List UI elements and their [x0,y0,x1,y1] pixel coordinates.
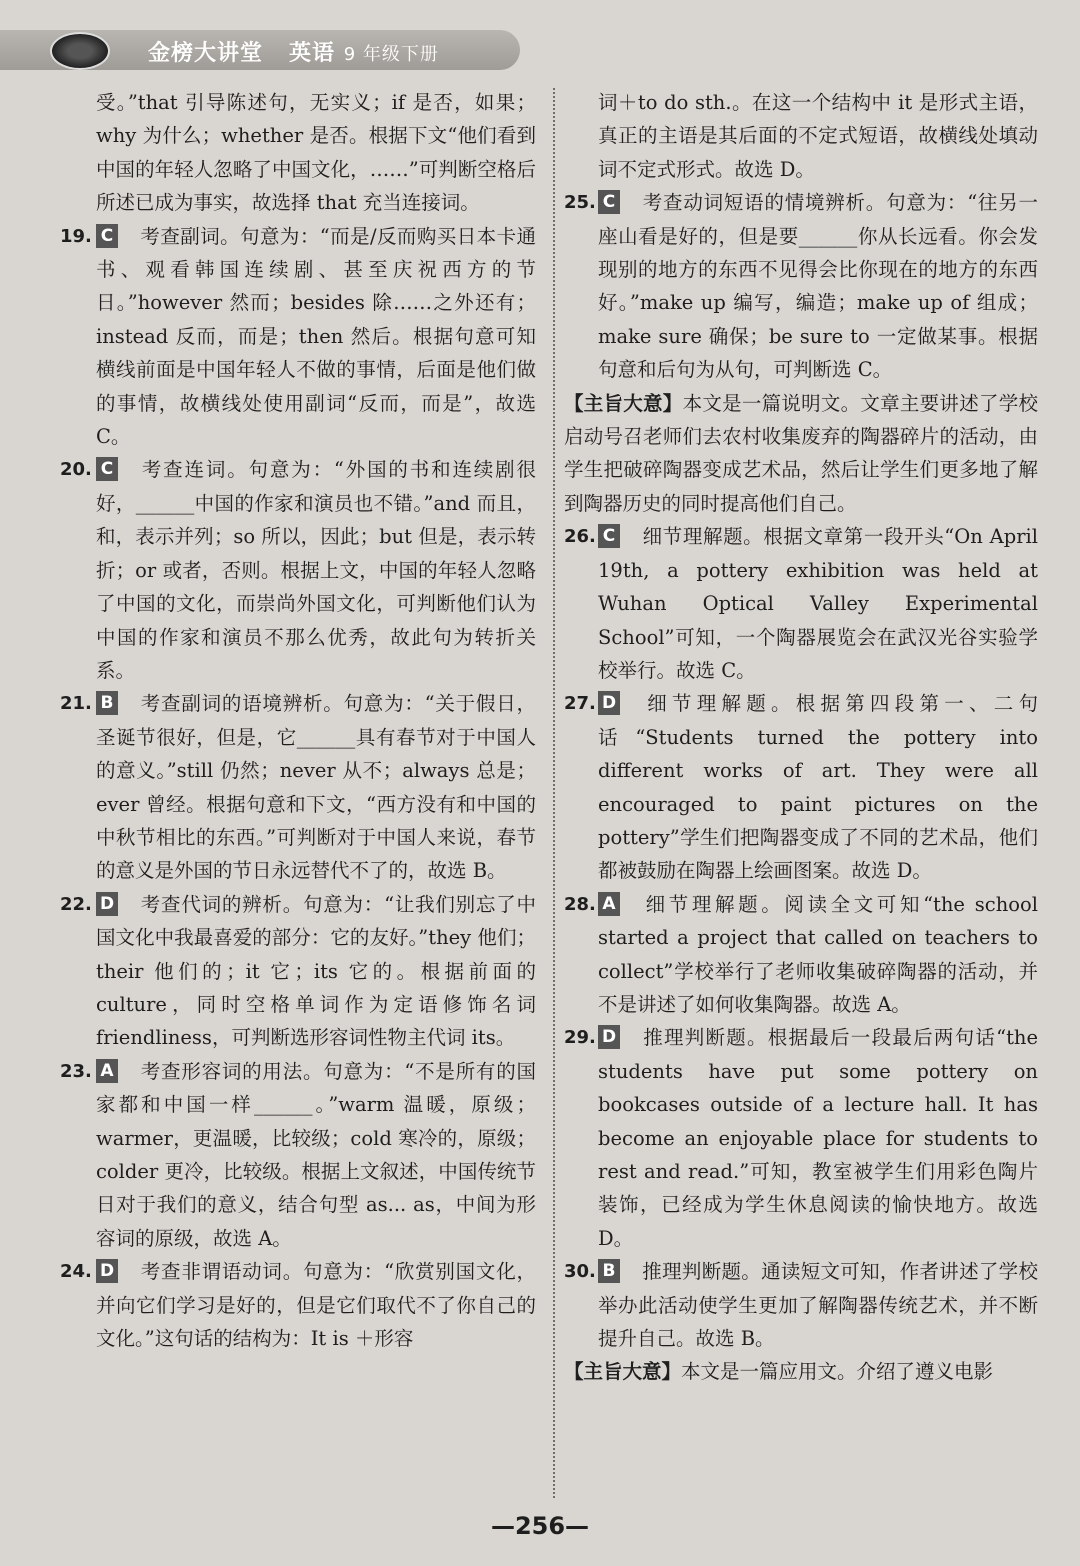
main-idea-summary [564,387,1038,521]
answer-badge: A [96,1059,118,1083]
answer-badge: B [96,691,118,715]
item-number: 30. [564,1261,596,1283]
item-number: 20. [60,459,92,481]
item-number: 22. [60,893,92,915]
item-number: 25. [564,192,596,214]
answer-item-29 [564,1021,1038,1255]
answer-item-22 [60,888,536,1055]
answer-item-30 [564,1255,1038,1355]
answer-badge: D [598,691,620,715]
summary-text: 本文是一篇说明文。文章主要讲述了学校启动号召老师们去农村收集废弃的陶器碎片的活动，由学生把破碎陶器变成艺术品，然后让学生们更多地了解到陶器历史的同时提高他们自己。 [564,391,1038,515]
answer-item-20 [60,453,536,687]
answer-item-24 [60,1255,536,1355]
summary-tag: 【主旨大意】 [564,391,683,415]
main-idea-summary-2 [564,1355,1038,1388]
left-intro: 受。”that 引导陈述句，无实义；if 是否，如果；why 为什么；whether 是否。根据下文“他们看到中国的年轻人忽略了中国文化，……”可判断空格后所述已成为事实，故选择 that 充当连接词。 [96,91,536,215]
answer-item-26 [564,520,1038,687]
header-title [148,36,439,67]
right-intro: 词＋to do sth.。在这一个结构中 it 是形式主语，真正的主语是其后面的不定式短语，故横线处填动词不定式形式。故选 D。 [598,91,1038,181]
answer-item-27 [564,687,1038,887]
answer-badge: C [96,457,118,481]
item-explanation: 考查形容词的用法。句意为：“不是所有的国家都和中国一样______。”warm 温暖，原级；warmer，更温暖，比较级；cold 寒冷的，原级；colder 更冷，比较级。根据上文叙述，中国传统节日对于我们的意义，结合句型 as... as，中间为形容词的原级，故选 A。 [96,1059,536,1250]
item-explanation: 推理判断题。通读短文可知，作者讲述了学校举办此活动使学生更加了解陶器传统艺术，并不断提升自己。故选 B。 [598,1260,1038,1351]
answer-badge: D [96,1259,118,1283]
answer-item-23 [60,1055,536,1255]
answer-badge: B [598,1259,620,1283]
answer-badge: C [96,224,118,248]
answer-item-21 [60,687,536,887]
item-number: 23. [60,1060,92,1082]
item-explanation: 细节理解题。根据第四段第一、二句话“Students turned the pottery into different works of art. They were all encouraged to paint pictures on the pottery”学生们把陶器变成了不同的艺术品，他们都被鼓励在陶器上绘画图案。故选 D。 [598,692,1038,883]
item-explanation: 考查代词的辨析。句意为：“让我们别忘了中国文化中我最喜爱的部分：它的友好。”they 他们；their 他们的；it 它；its 它的。根据前面的 culture，同时空格单词作为定语修饰名词 friendliness，可判断选形容词性物主代词 its。 [96,892,536,1050]
left-column [60,86,536,1355]
item-number: 27. [564,693,596,715]
series-name: 金榜大讲堂 [148,41,264,66]
grade-label: 9 年级下册 [343,44,439,65]
answer-item-25 [564,186,1038,386]
item-explanation: 推理判断题。根据最后一段最后两句话“the students have put some pottery on bookcases outside of a lecture hall. It has become an enjoyable place for students to rest and read.”可知，教室被学生们用彩色陶片装饰，已经成为学生休息阅读的愉快地方。故选 D。 [598,1026,1038,1250]
item-number: 19. [60,225,92,247]
page-header [0,30,520,70]
item-number: 29. [564,1027,596,1049]
item-explanation: 考查副词的语境辨析。句意为：“关于假日，圣诞节很好，但是，它______具有春节对于中国人的意义。”still 仍然；never 从不；always 总是；ever 曾经。根据句意和下文，“西方没有和中国的中秋节相比的东西。”可判断对于中国人来说，春节的意义是外国的节日永远替代不了的，故选 B。 [96,692,536,883]
item-explanation: 考查副词。句意为：“而是/反而购买日本卡通书、观看韩国连续剧、甚至庆祝西方的节日。”however 然而；besides 除……之外还有；instead 反而，而是；then 然后。根据句意可知横线前面是中国年轻人不做的事情，后面是他们做的事情，故横线处使用副词“反而，而是”，故选 C。 [96,224,536,449]
answer-badge: A [598,892,620,916]
summary-text: 本文是一篇应用文。介绍了遵义电影 [681,1360,994,1384]
item-number: 28. [564,893,596,915]
item-number: 26. [564,526,596,548]
answer-item-19 [60,220,536,454]
item-explanation: 考查动词短语的情境辨析。句意为：“往另一座山看是好的，但是要______你从长远看。你会发现别的地方的东西不见得会比你现在的地方的东西好。”make up 编写，编造；make up of 组成；make sure 确保；be sure to 一定做某事。根据句意和后句为从句，可判断选 C。 [598,191,1038,382]
item-explanation: 细节理解题。根据文章第一段开头“On April 19th, a pottery exhibition was held at Wuhan Optical Valley Experimental School”可知，一个陶器展览会在武汉光谷实验学校举行。故选 C。 [598,525,1038,682]
subject-name: 英语 [289,41,336,66]
item-explanation: 考查连词。句意为：“外国的书和连续剧很好，______中国的作家和演员也不错。”and 而且，和，表示并列；so 所以，因此；but 但是，表示转折；or 或者，否则。根据上文，中国的年轻人忽略了中国的文化，而崇尚外国文化，可判断他们认为中国的作家和演员不那么优秀，故此句为转折关系。 [96,458,536,682]
answer-item-28 [564,888,1038,1022]
summary-tag: 【主旨大意】 [564,1360,682,1384]
answer-badge: C [598,524,620,548]
answer-badge: D [598,1025,620,1049]
page-number: —256— [490,1512,590,1540]
item-explanation: 细节理解题。阅读全文可知“the school started a project that called on teachers to collect”学校举行了老师收集破碎陶器的活动，并不是讲述了如何收集陶器。故选 A。 [598,892,1038,1016]
column-divider [553,88,555,1498]
item-number: 21. [60,693,92,715]
answer-badge: C [598,190,620,214]
answer-badge: D [96,892,118,916]
publisher-logo-icon [50,32,110,70]
item-number: 24. [60,1261,92,1283]
item-explanation: 考查非谓语动词。句意为：“欣赏别国文化，并向它们学习是好的，但是它们取代不了你自己的文化。”这句话的结构为：It is ＋形容 [96,1260,536,1351]
right-column [564,86,1038,1389]
